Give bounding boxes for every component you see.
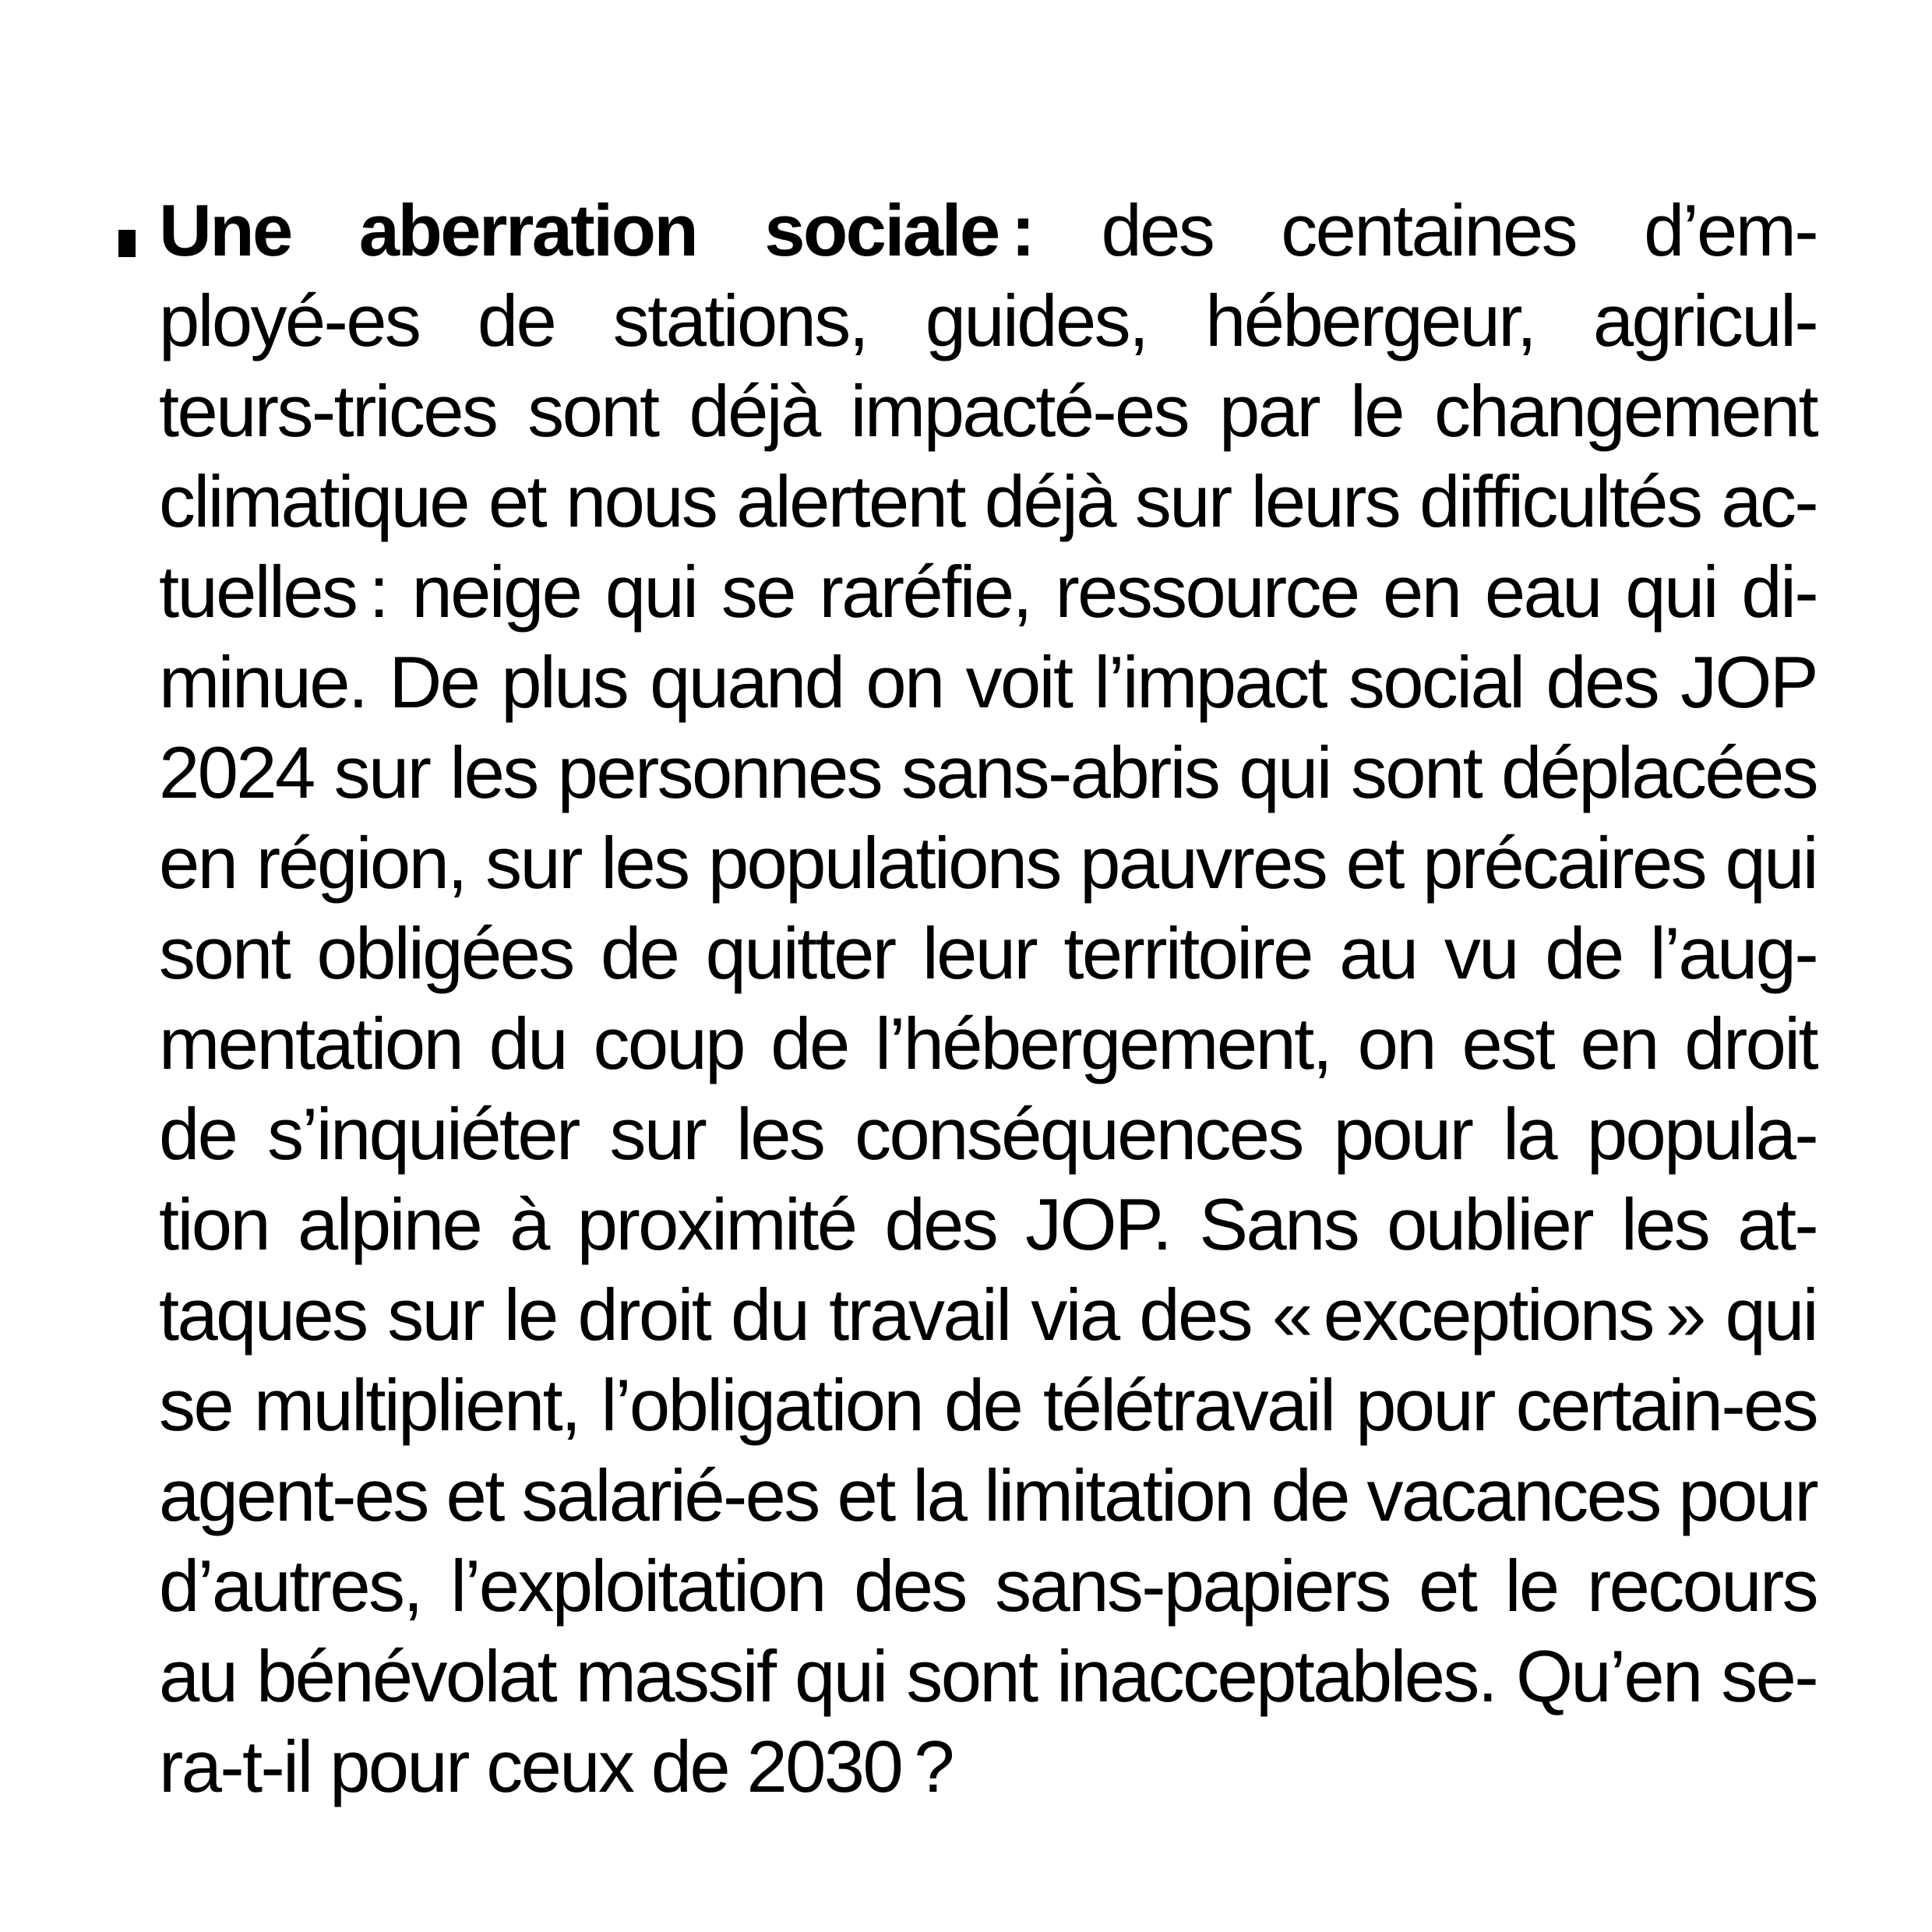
body-text: se multiplient, l’obligation de télétravail pour certain-es	[159, 1364, 1817, 1446]
text-line	[159, 1270, 1817, 1360]
body-text: en région, sur les populations pauvres et précaires qui	[159, 822, 1817, 904]
body-text: d’autres, l’exploitation des sans-papiers et le recours	[159, 1545, 1817, 1627]
text-line	[159, 818, 1817, 908]
body-text: mentation du coup de l’hébergement, on est en droit	[159, 1003, 1817, 1084]
text-line	[159, 728, 1817, 818]
lead-bold-text: Une aberration sociale :	[159, 189, 1034, 271]
bullet-square-icon	[118, 230, 136, 257]
text-line	[159, 908, 1817, 999]
body-text: climatique et nous alertent déjà sur leurs difficultés ac-	[159, 460, 1817, 542]
text-block	[159, 185, 1817, 1812]
body-text: 2024 sur les personnes sans-abris qui sont déplacées	[159, 732, 1817, 813]
body-text: au bénévolat massif qui sont inacceptables. Qu’en se-	[159, 1635, 1817, 1717]
text-line	[159, 637, 1817, 728]
body-text: ra-t-il pour ceux de 2030 ?	[159, 1726, 953, 1807]
text-line	[159, 1179, 1817, 1270]
text-line	[159, 1451, 1817, 1541]
text-line	[159, 185, 1817, 276]
text-line	[159, 1722, 1817, 1812]
body-text: sont obligées de quitter leur territoire au vu de l’aug-	[159, 912, 1817, 994]
text-line	[159, 999, 1817, 1089]
text-line	[159, 1541, 1817, 1631]
body-text: teurs-trices sont déjà impacté-es par le changement	[159, 370, 1817, 452]
text-line	[159, 366, 1817, 457]
body-text: minue. De plus quand on voit l’impact social des JOP	[159, 641, 1817, 723]
body-text: tuelles : neige qui se raréfie, ressource en eau qui di-	[159, 551, 1817, 633]
body-text: ployé-es de stations, guides, hébergeur, agricul-	[159, 280, 1817, 361]
body-text: taques sur le droit du travail via des « exceptions » qui	[159, 1274, 1817, 1356]
body-text: de s’inquiéter sur les conséquences pour la popula-	[159, 1093, 1817, 1175]
body-text: des centaines d’em-	[1033, 189, 1817, 271]
text-line	[159, 1089, 1817, 1179]
text-line	[159, 1631, 1817, 1722]
text-line	[159, 1360, 1817, 1451]
body-text: tion alpine à proximité des JOP. Sans oublier les at-	[159, 1183, 1817, 1265]
text-line	[159, 547, 1817, 637]
text-line	[159, 457, 1817, 547]
text-line	[159, 276, 1817, 366]
body-text: agent-es et salarié-es et la limitation de vacances pour	[159, 1454, 1817, 1536]
